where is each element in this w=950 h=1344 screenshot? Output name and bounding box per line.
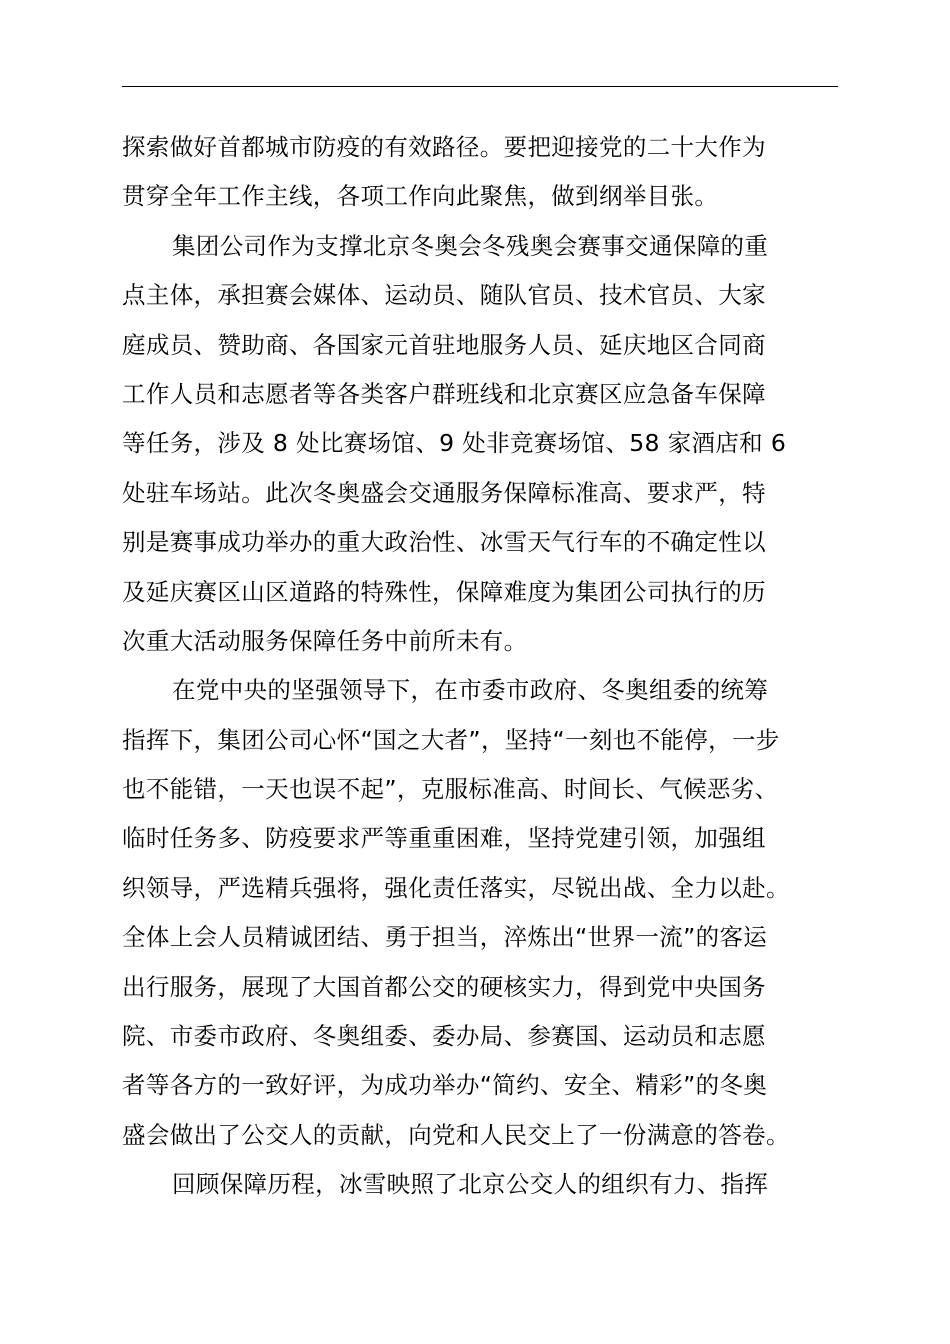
text-line: 回顾保障历程，冰雪映照了北京公交人的组织有力、指挥 <box>172 1170 769 1199</box>
text-line: 点主体，承担赛会媒体、运动员、随队官员、技术官员、大家 <box>122 281 766 310</box>
text-line: 也不能错，一天也误不起”，克服标准高、时间长、气候恶劣、 <box>122 775 779 804</box>
text-line: 及延庆赛区山区道路的特殊性，保障难度为集团公司执行的历 <box>122 577 766 606</box>
text-line: 庭成员、赞助商、各国家元首驻地服务人员、延庆地区合同商 <box>122 330 766 359</box>
text-line: 等任务，涉及 8 处比赛场馆、9 处非竞赛场馆、58 家酒店和 6 <box>122 429 787 458</box>
text-line: 处驻车场站。此次冬奥盛会交通服务保障标准高、要求严，特 <box>122 478 766 507</box>
text-line: 盛会做出了公交人的贡献，向党和人民交上了一份满意的答卷。 <box>122 1120 790 1149</box>
text-line: 者等各方的一致好评，为成功举办“简约、安全、精彩”的冬奥 <box>122 1071 768 1100</box>
header-rule <box>122 86 838 87</box>
text-line: 次重大活动服务保障任务中前所未有。 <box>122 626 528 655</box>
text-line: 集团公司作为支撑北京冬奥会冬残奥会赛事交通保障的重 <box>172 231 769 260</box>
text-line: 临时任务多、防疫要求严等重重困难，坚持党建引领，加强组 <box>122 824 766 853</box>
text-line: 别是赛事成功举办的重大政治性、冰雪天气行车的不确定性以 <box>122 528 766 557</box>
text-line: 全体上会人员精诚团结、勇于担当，淬炼出“世界一流”的客运 <box>122 923 768 952</box>
text-line: 贯穿全年工作主线，各项工作向此聚焦，做到纲举目张。 <box>122 182 719 211</box>
text-line: 出行服务，展现了大国首都公交的硬核实力，得到党中央国务 <box>122 972 766 1001</box>
text-line: 指挥下，集团公司心怀“国之大者”，坚持“一刻也不能停，一步 <box>122 725 780 754</box>
text-line: 工作人员和志愿者等各类客户群班线和北京赛区应急备车保障 <box>122 379 766 408</box>
text-line: 探索做好首都城市防疫的有效路径。要把迎接党的二十大作为 <box>122 133 766 161</box>
text-line: 织领导，严选精兵强将，强化责任落实，尽锐出战、全力以赴。 <box>122 873 790 902</box>
text-line: 院、市委市政府、冬奥组委、委办局、参赛国、运动员和志愿 <box>122 1022 766 1051</box>
document-body <box>122 123 838 1210</box>
text-line: 在党中央的坚强领导下，在市委市政府、冬奥组委的统筹 <box>172 676 769 705</box>
